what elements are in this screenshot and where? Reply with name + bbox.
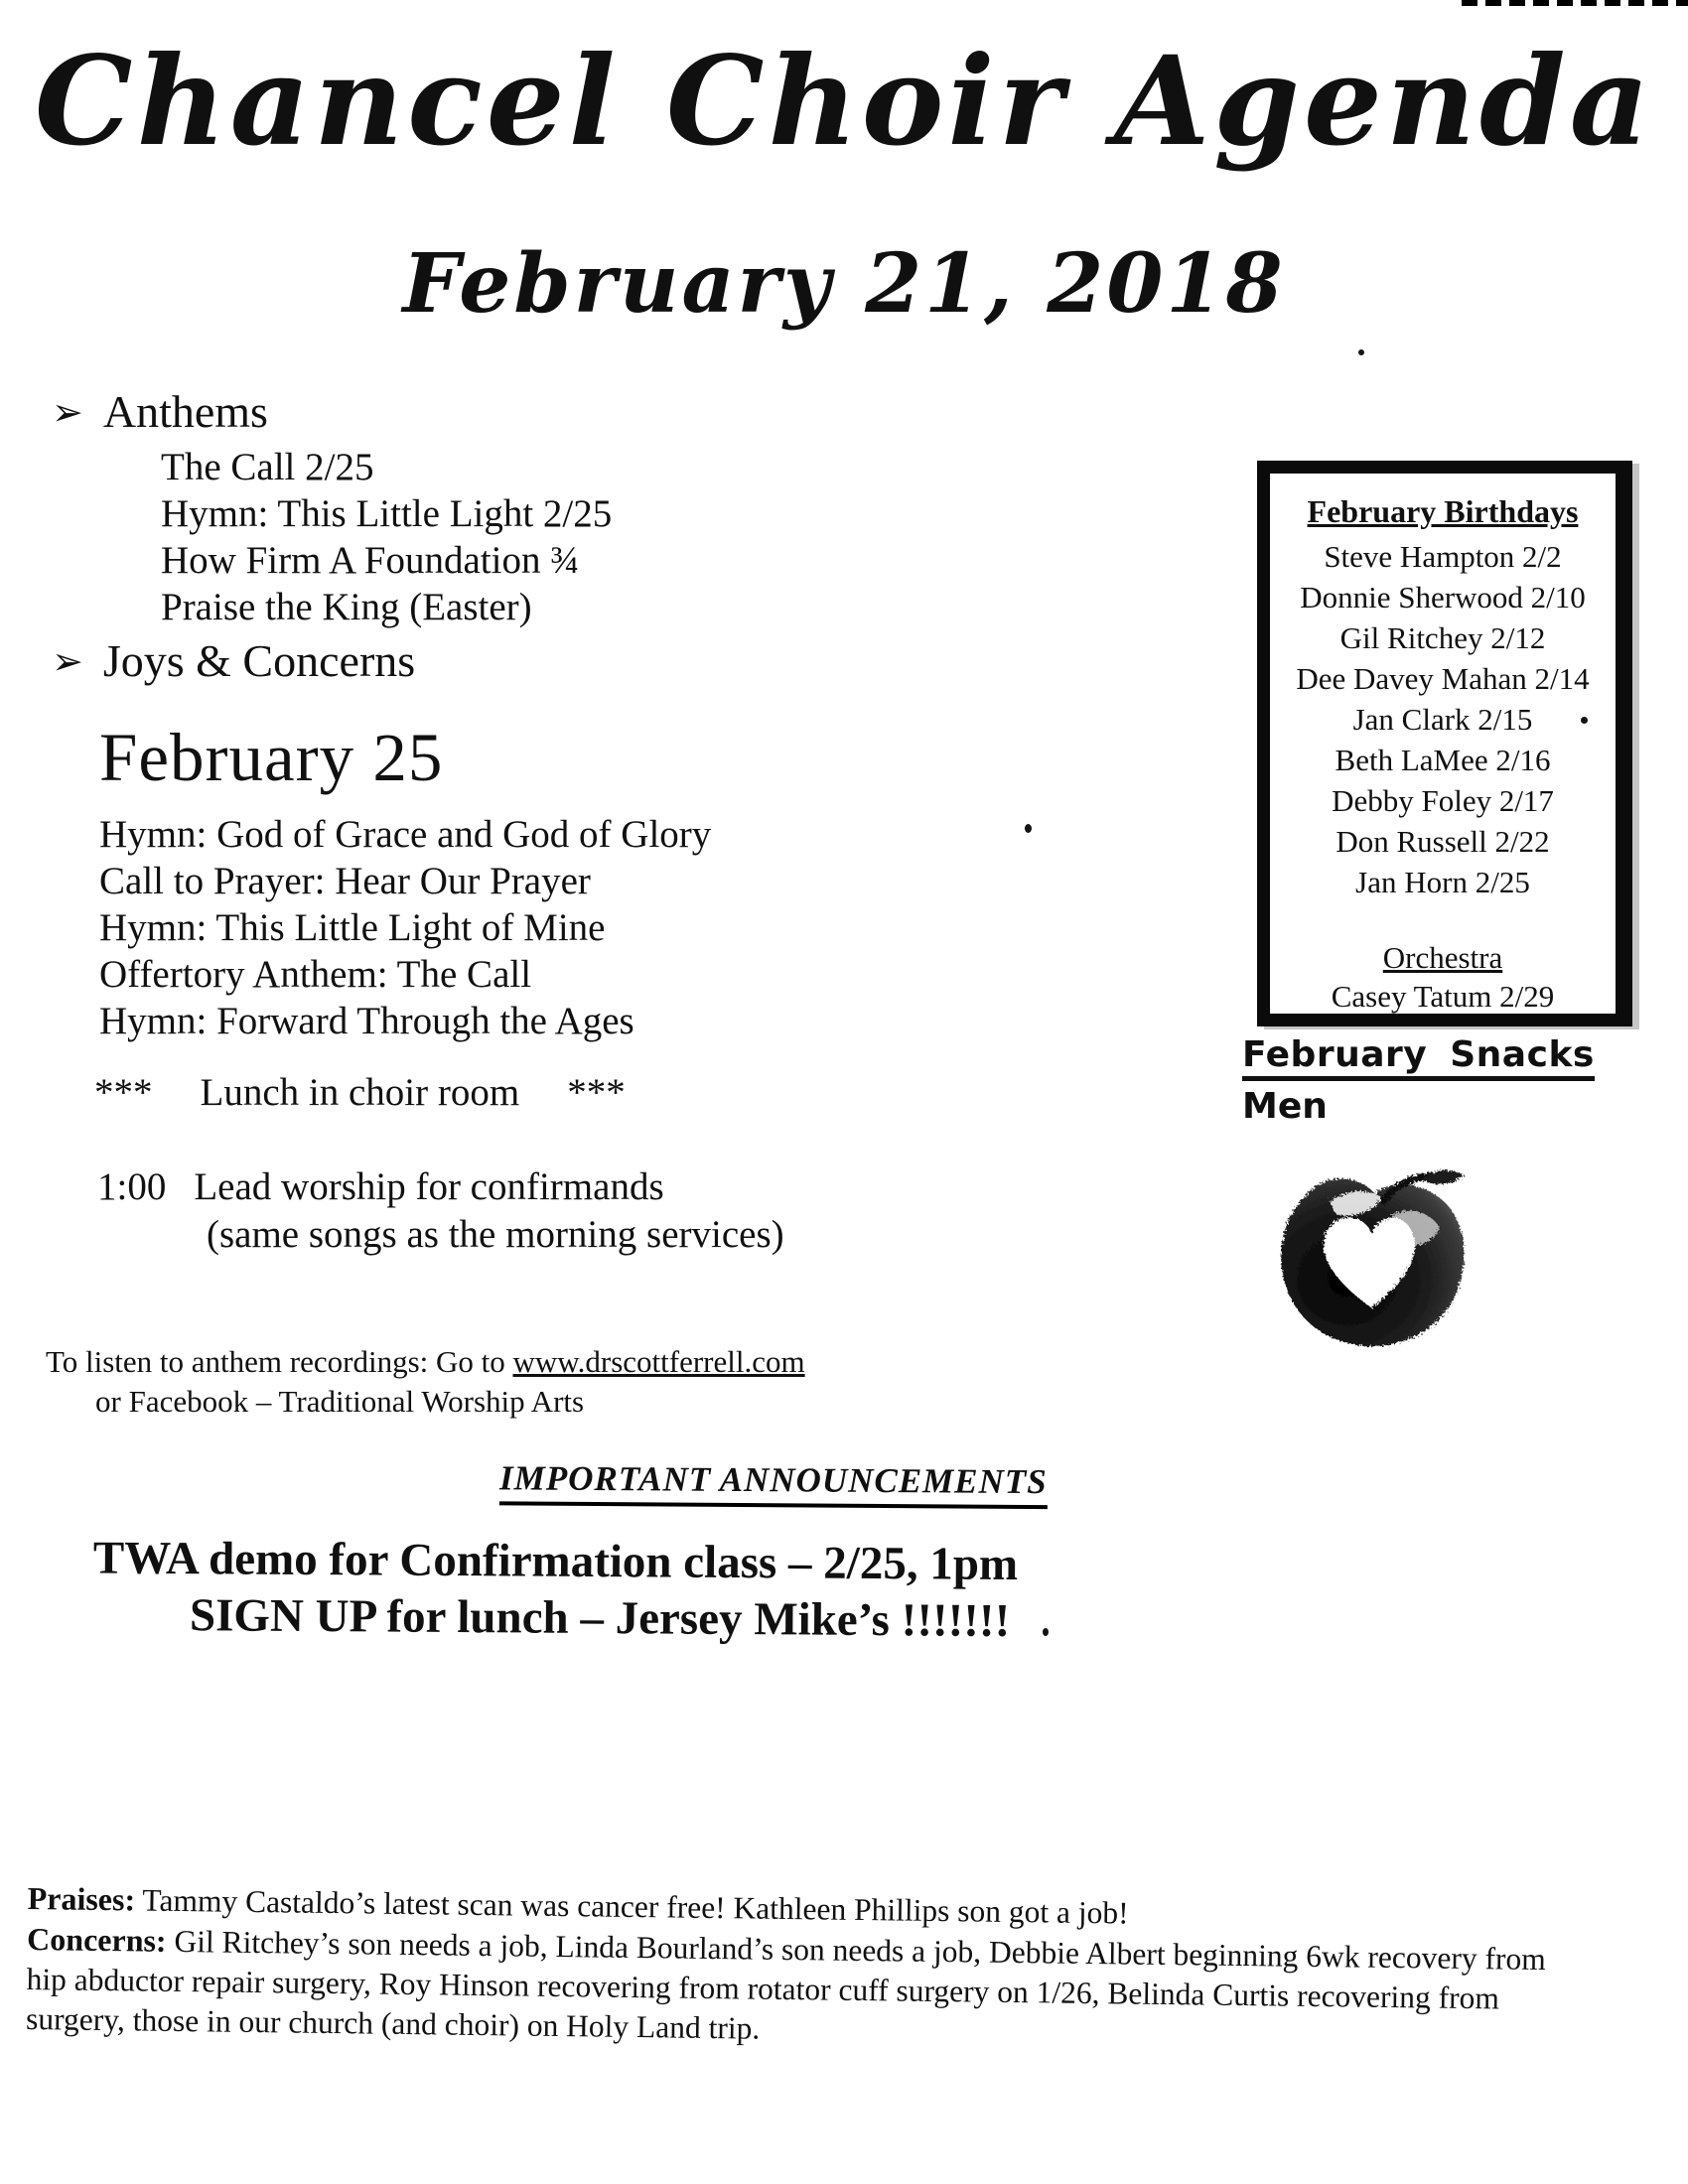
birthdays-heading: February Birthdays xyxy=(1307,493,1579,529)
anthem-list-item: How Firm A Foundation ¾ xyxy=(161,539,580,582)
anthem-list xyxy=(161,444,612,630)
service-order-item: Hymn: Forward Through the Ages xyxy=(99,1000,634,1042)
arrow-bullet-icon: ➢ xyxy=(52,390,83,434)
agenda-section xyxy=(52,385,612,687)
service-order-item: Call to Prayer: Hear Our Prayer xyxy=(99,860,591,902)
agenda-joys-label: Joys & Concerns xyxy=(102,635,416,686)
february-birthdays-box xyxy=(1257,461,1632,1026)
birthday-entry: Debby Foley 2/17 xyxy=(1332,783,1554,818)
recordings-note xyxy=(46,1342,805,1422)
announcement-line: TWA demo for Confirmation class – 2/25, 1pm xyxy=(92,1532,1019,1590)
arrow-bullet-icon: ➢ xyxy=(52,639,83,683)
stars-decoration: *** xyxy=(567,1071,626,1114)
agenda-item-joys-concerns xyxy=(52,634,612,687)
service-order-item: Hymn: This Little Light of Mine xyxy=(99,906,606,949)
confirmands-section xyxy=(97,1163,784,1259)
february-25-heading: February 25 xyxy=(99,720,444,795)
anthem-list-item: Hymn: This Little Light 2/25 xyxy=(161,492,613,535)
announcement-line: SIGN UP for lunch – Jersey Mike’s !!!!!!! xyxy=(189,1589,1011,1647)
birthday-entry: Dee Davey Mahan 2/14 xyxy=(1296,661,1590,696)
announcements-heading: IMPORTANT ANNOUNCEMENTS xyxy=(499,1458,1048,1509)
lunch-note-text: Lunch in choir room xyxy=(200,1071,520,1114)
scan-speck xyxy=(1581,717,1588,724)
agenda-item-anthems xyxy=(52,385,612,438)
confirmands-line1 xyxy=(97,1163,784,1211)
concerns-label: Concerns: xyxy=(26,1920,167,1959)
agenda-anthems-label: Anthems xyxy=(102,386,268,437)
birthday-entry: Beth LaMee 2/16 xyxy=(1335,743,1551,777)
scan-speck xyxy=(1358,349,1364,355)
recordings-url: www.drscottferrell.com xyxy=(512,1344,805,1379)
service-order-item: Offertory Anthem: The Call xyxy=(99,953,532,996)
birthday-entry: Donnie Sherwood 2/10 xyxy=(1300,580,1586,614)
page-title: Chancel Choir Agenda xyxy=(34,30,1654,174)
worship-time: 1:00 xyxy=(97,1165,167,1208)
praises-concerns-section xyxy=(26,1878,1565,2059)
concerns-paragraph xyxy=(26,1919,1564,2059)
service-order-list xyxy=(99,811,711,1044)
praises-text: Tammy Castaldo’s latest scan was cancer free! Kathleen Phillips son got a job! xyxy=(134,1882,1129,1931)
orchestra-heading: Orchestra xyxy=(1382,940,1503,975)
birthday-entry: Steve Hampton 2/2 xyxy=(1324,539,1562,574)
service-order-item: Hymn: God of Grace and God of Glory xyxy=(99,813,712,856)
praises-label: Praises: xyxy=(27,1879,136,1918)
snacks-heading: February Snacks xyxy=(1242,1034,1595,1081)
birthday-entry: Jan Horn 2/25 xyxy=(1355,865,1530,899)
february-25-section xyxy=(99,719,711,1044)
apple-heart-image xyxy=(1271,1154,1477,1354)
recordings-line1 xyxy=(46,1342,805,1382)
announcements-body xyxy=(0,1530,1112,1651)
birthday-entry: Gil Ritchey 2/12 xyxy=(1339,620,1546,655)
confirmands-line2: (same songs as the morning services) xyxy=(207,1213,784,1256)
stars-decoration: *** xyxy=(94,1071,153,1114)
scan-artifact-line xyxy=(1462,0,1688,6)
birthday-entry: Don Russell 2/22 xyxy=(1336,824,1550,859)
recordings-text: To listen to anthem recordings: Go to xyxy=(46,1344,513,1379)
recordings-line2: or Facebook – Traditional Worship Arts xyxy=(95,1384,585,1419)
orchestra-entry: Casey Tatum 2/29 xyxy=(1331,979,1555,1014)
birthday-entry: Jan Clark 2/15 xyxy=(1352,702,1533,737)
anthem-list-item: The Call 2/25 xyxy=(161,446,374,488)
lunch-note xyxy=(94,1070,626,1115)
scan-speck xyxy=(1025,824,1032,833)
birthday-list xyxy=(1270,536,1616,902)
anthem-list-item: Praise the King (Easter) xyxy=(161,586,532,628)
february-snacks-section xyxy=(1242,1034,1595,1127)
page-date: February 21, 2018 xyxy=(402,236,1286,332)
worship-text: Lead worship for confirmands xyxy=(194,1165,664,1208)
concerns-text: Gil Ritchey’s son needs a job, Linda Bourland’s son needs a job, Debbie Albert beginning 6wk recovery from hip abductor repair surgery, Roy Hinson recovering from rotator cuff surgery on 1/26, Belinda Curtis recovering from surgery, those in our church (and choir) on Holy Land trip. xyxy=(25,1923,1546,2046)
scan-speck xyxy=(1043,1628,1049,1636)
snacks-assignee: Men xyxy=(1242,1086,1328,1127)
